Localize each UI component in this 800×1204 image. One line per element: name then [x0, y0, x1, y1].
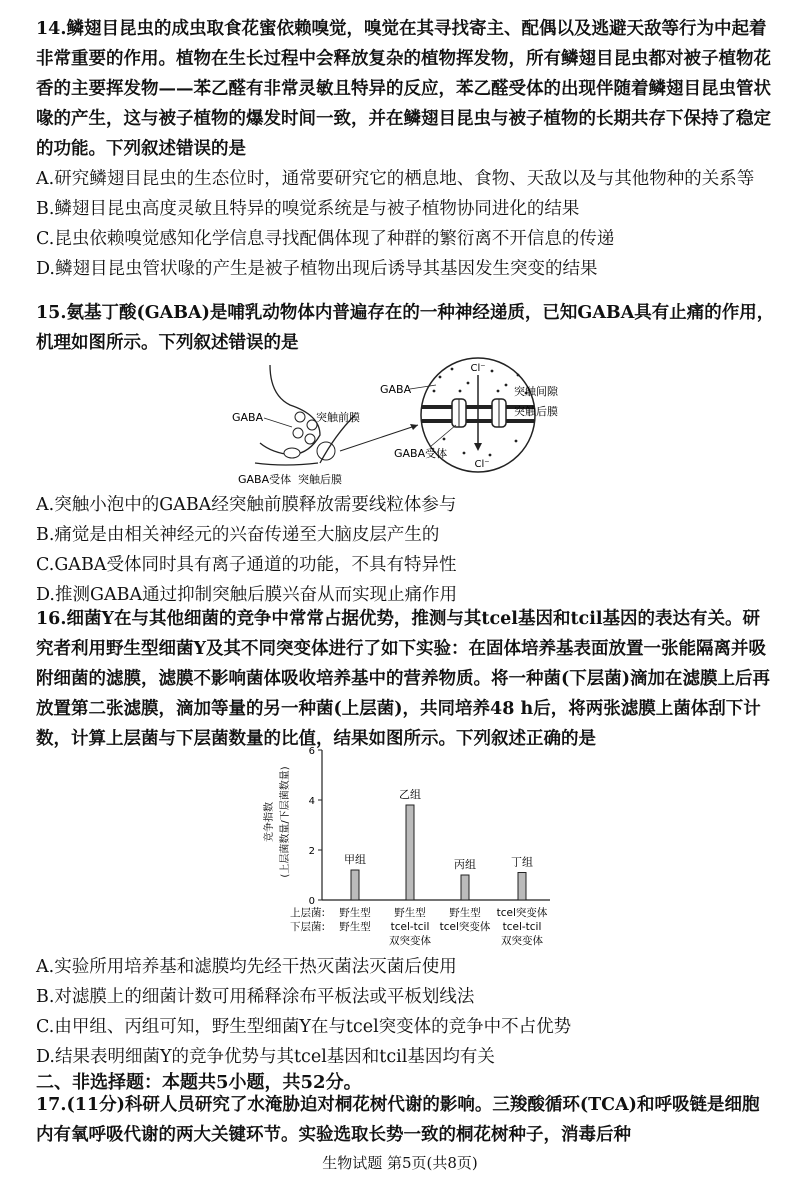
question-15-options	[36, 490, 776, 610]
page-footer: 生物试题 第5页(共8页)	[322, 1154, 478, 1172]
question-15-option-b: B.痛觉是由相关神经元的兴奋传递至大脑皮层产生的	[36, 525, 440, 545]
bar-3	[518, 873, 526, 901]
question-16-stem: 16.细菌Y在与其他细菌的竞争中常常占据优势，推测与其tcel基因和tcil基因的表达有关。研究者利用野生型细菌Y及其不同突变体进行了如下实验：在固体培养基表面放置一张能隔离并吸附细菌的滤膜，滤膜不影响菌体吸收培养基中的营养物质。将一种菌(下层菌)滴加在滤膜上后再放置第二张滤膜，滴加等量的另一种菌(上层菌)，共同培养48 h后，将两张滤膜上菌体刮下计数，计算上层菌与下层菌数量的比值，结果如图所示。下列叙述正确的是	[36, 609, 771, 749]
question-14-option-b: B.鳞翅目昆虫高度灵敏且特异的嗅觉系统是与被子植物协同进化的结果	[36, 199, 580, 219]
postsynaptic-membrane-label-right: 突触后膜	[514, 405, 558, 418]
question-16-option-c: C.由甲组、丙组可知，野生型细菌Y在与tcel突变体的竞争中不占优势	[36, 1017, 572, 1037]
chloride-label-bottom: Cl⁻	[474, 459, 490, 470]
question-16-option-b: B.对滤膜上的细菌计数可用稀释涂布平板法或平板划线法	[36, 987, 475, 1007]
y-tick-label-1: 2	[308, 846, 315, 857]
question-15-option-a: A.突触小泡中的GABA经突触前膜释放需要线粒体参与	[36, 495, 457, 515]
synapse-diagram	[230, 355, 560, 490]
bar-2	[461, 875, 469, 900]
chart-row-label-upper: 上层菌:	[290, 907, 326, 919]
presynaptic-membrane-label: 突触前膜	[316, 411, 360, 424]
question-14-stem: 14.鳞翅目昆虫的成虫取食花蜜依赖嗅觉，嗅觉在其寻找寄主、配偶以及逃避天敌等行为中起着非常重要的作用。植物在生长过程中会释放复杂的植物挥发物，所有鳞翅目昆虫都对被子植物花香的主要挥发物——苯乙醛有非常灵敏且特异的反应，苯乙醛受体的出现伴随着鳞翅目昆虫管状喙的产生，这与被子植物的爆发时间一致，并在鳞翅目昆虫与被子植物的长期共存下保持了稳定的功能。下列叙述错误的是	[36, 19, 771, 159]
question-15-option-c: C.GABA受体同时具有离子通道的功能，不具有特异性	[36, 555, 457, 575]
section-2-heading: 二、非选择题：本题共5小题，共52分。	[36, 1072, 362, 1093]
group-lower-1: tcel-tcil	[390, 921, 430, 933]
bar-label-0: 甲组	[344, 853, 366, 866]
chloride-label-top: Cl⁻	[470, 363, 486, 374]
group-upper-2: 野生型	[449, 907, 481, 919]
question-14-option-d: D.鳞翅目昆虫管状喙的产生是被子植物出现后诱导其基因发生突变的结果	[36, 259, 598, 279]
group-lower-0: 野生型	[339, 921, 371, 933]
bar-label-3: 丁组	[511, 855, 533, 869]
y-tick-label-0: 0	[308, 896, 315, 907]
chart-ylabel-line2: (上层菌数量/下层菌数量)	[280, 766, 291, 878]
bar-label-1: 乙组	[399, 788, 421, 801]
chart-axes	[309, 746, 550, 907]
chart-bars	[351, 805, 526, 900]
question-15-option-d: D.推测GABA通过抑制突触后膜兴奋从而实现止痛作用	[36, 585, 458, 605]
question-14-option-a: A.研究鳞翅目昆虫的生态位时，通常要研究它的栖息地、食物、天敌以及与其他物种的关系等	[36, 169, 755, 189]
group-upper-1: 野生型	[394, 907, 426, 919]
bar-label-2: 丙组	[454, 858, 476, 871]
question-15-stem: 15.氨基丁酸(GABA)是哺乳动物体内普遍存在的一种神经递质，已知GABA具有止痛的作用，机理如图所示。下列叙述错误的是	[36, 303, 775, 353]
left-gaba-label: GABA	[232, 411, 264, 424]
chart-ylabel-line1: 竞争指数	[264, 802, 275, 842]
question-16-options	[36, 952, 776, 1072]
group-lower2-3: 双突变体	[501, 935, 543, 947]
chart-row-label-lower: 下层菌:	[290, 921, 326, 933]
group-lower-3: tcel-tcil	[502, 921, 542, 933]
competition-index-chart	[260, 742, 580, 954]
question-15	[36, 298, 776, 358]
bar-1	[406, 805, 414, 900]
question-14	[36, 14, 776, 284]
y-tick-label-2: 4	[308, 796, 315, 807]
group-upper-0: 野生型	[339, 907, 371, 919]
question-17-stem: 17.(11分)科研人员研究了水淹胁迫对桐花树代谢的影响。三羧酸循环(TCA)和呼吸链是细胞内有氧呼吸代谢的两大关键环节。实验选取长势一致的桐花树种子，消毒后种	[36, 1095, 760, 1145]
y-tick-label-3: 6	[308, 746, 315, 757]
postsynaptic-membrane-label-bottom: 突触后膜	[298, 473, 342, 486]
gaba-receptor-label-right: GABA受体	[394, 447, 448, 460]
bar-0	[351, 870, 359, 900]
group-lower2-1: 双突变体	[389, 935, 431, 947]
question-16	[36, 604, 776, 754]
synaptic-cleft-label: 突触间隙	[514, 385, 558, 398]
group-lower-2: tcel突变体	[439, 921, 491, 933]
group-upper-3: tcel突变体	[496, 907, 548, 919]
question-17	[36, 1090, 776, 1150]
gaba-receptor-label-bottom: GABA受体	[238, 473, 292, 486]
right-gaba-label: GABA	[380, 383, 412, 396]
question-16-option-d: D.结果表明细菌Y的竞争优势与其tcel基因和tcil基因均有关	[36, 1047, 495, 1067]
question-16-option-a: A.实验所用培养基和滤膜均先经干热灭菌法灭菌后使用	[36, 957, 457, 977]
question-14-option-c: C.昆虫依赖嗅觉感知化学信息寻找配偶体现了种群的繁衍离不开信息的传递	[36, 229, 615, 249]
chart-labels	[339, 788, 548, 947]
